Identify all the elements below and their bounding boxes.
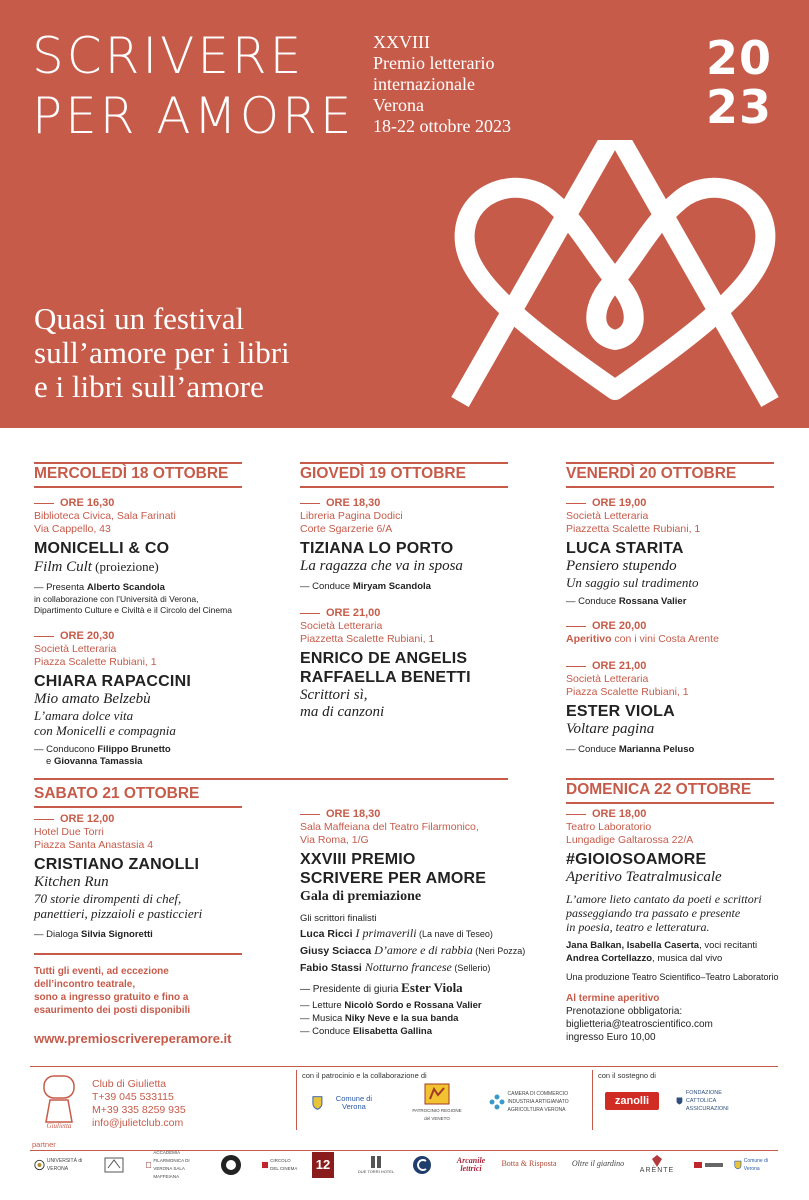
tagline-line: e i libri sull’amore	[34, 369, 264, 404]
host: — Conduce Elisabetta Gallina	[300, 1026, 433, 1037]
event-time: ORE 18,30	[300, 808, 530, 821]
day-friday	[566, 462, 774, 756]
circolo-cinema-logo: CIRCOLO DEL CINEMA	[262, 1154, 300, 1176]
event-cast: Jana Balkan, Isabella Caserta, voci recitanti	[566, 940, 758, 951]
event-address: Piazzetta Scalette Rubiani, 1	[300, 633, 435, 645]
emblem-icon	[103, 1156, 125, 1174]
event-work: Pensiero stupendo	[566, 558, 677, 574]
music: — Musica Niky Neve e la sua banda	[300, 1013, 459, 1024]
day-title: GIOVEDÌ 19 OTTOBRE	[300, 462, 508, 488]
day-title: VENERDÌ 20 OTTOBRE	[566, 462, 774, 488]
day-wednesday	[34, 462, 242, 768]
brand-mark-icon	[694, 1160, 724, 1170]
zanolli-logo: zanolli	[605, 1092, 659, 1110]
tagline-line: sull’amore per i libri	[34, 335, 290, 370]
heart-a-logo-icon	[440, 140, 790, 410]
edition-line: internazionale	[373, 74, 475, 94]
event-guest: LUCA STARITA	[566, 540, 684, 557]
section-divider	[34, 778, 508, 780]
c-badge-icon	[412, 1155, 432, 1175]
arcanile-logo: Arcanile lettrici	[456, 1156, 486, 1173]
event-host: — Conduce Rossana Valier	[566, 596, 687, 607]
partner-label: partner	[32, 1140, 56, 1149]
event-gala	[300, 808, 530, 1038]
event-starita	[566, 497, 774, 608]
event-title: #GIOIOSOAMORE	[566, 851, 707, 868]
event-production: Una produzione Teatro Scientifico–Teatro Laboratorio	[566, 972, 779, 982]
event-work: La ragazza che va in sposa	[300, 558, 463, 574]
fondazione-cattolica-logo: FONDAZIONE CATTOLICA ASSICURAZIONI	[676, 1090, 750, 1112]
svg-text:Giulietta: Giulietta	[46, 1122, 72, 1130]
event-address: Corte Sgarzerie 6/A	[300, 523, 393, 535]
event-work: Mio amato Belzebù	[34, 691, 151, 707]
accademia-filarmonica-logo: ACCADEMIA FILARMONICA DI VERONA SALA MAFFEIANA	[146, 1154, 208, 1176]
event-lo-porto	[300, 497, 508, 593]
day-title: SABATO 21 OTTOBRE	[34, 784, 242, 808]
due-torri-logo: DUE TORRI HOTEL	[356, 1152, 396, 1178]
event-description: passeggiando tra passato e presente	[566, 906, 741, 920]
film-icon	[262, 1160, 268, 1170]
footer-divider-vertical	[592, 1070, 593, 1130]
event-time: ORE 12,00	[34, 813, 242, 826]
festival-logotype	[32, 26, 354, 146]
tagline	[34, 302, 290, 404]
day-thursday	[300, 462, 508, 721]
comune-verona-logo: Comune di Verona	[312, 1088, 382, 1118]
pagina-dodici-logo: 12	[312, 1152, 334, 1178]
ticket-price: ingresso Euro 10,00	[566, 1032, 656, 1043]
event-host: — Conduce Miryam Scandola	[300, 581, 431, 592]
website-link[interactable]: www.premioscrivereperamore.it	[34, 1031, 232, 1046]
club-mobile[interactable]: M+39 335 8259 935	[92, 1104, 186, 1116]
event-monicelli	[34, 497, 242, 616]
finalist: Fabio Stassi Notturno francese (Sellerio)	[300, 960, 491, 974]
club-contacts	[92, 1078, 186, 1130]
univr-logo: UNIVERSITÀ di VERONA	[34, 1154, 92, 1176]
event-guest: ESTER VIOLA	[566, 703, 675, 720]
event-work: Voltare pagina	[566, 721, 655, 737]
brand-line-1: SCRIVERE	[32, 27, 305, 85]
towers-icon	[370, 1154, 382, 1168]
event-address: Piazza Scalette Rubiani, 1	[566, 686, 689, 698]
event-subtitle: panettieri, pizzaioli e pasticcieri	[34, 906, 203, 921]
event-address: Via Roma, 1/G	[300, 834, 369, 846]
edition-number: XXVIII	[373, 32, 430, 52]
event-host: — Conduce Marianna Peluso	[566, 744, 695, 755]
event-venue: Libreria Pagina Dodici	[300, 510, 403, 522]
event-guest: CHIARA RAPACCINI	[34, 673, 191, 690]
event-guest: ENRICO DE ANGELIS	[300, 650, 468, 667]
event-presenter: — Presenta Alberto Scandola	[34, 582, 165, 593]
event-guest: RAFFAELLA BENETTI	[300, 669, 471, 686]
camera-commercio-logo: CAMERA DI COMMERCIO INDUSTRIA ARTIGIANATO AGRICOLTURA VERONA	[484, 1088, 584, 1116]
crest-icon	[652, 1155, 662, 1167]
event-address: Lungadige Galtarossa 22/A	[566, 834, 694, 846]
club-name: Club di Giulietta	[92, 1078, 167, 1090]
lion-icon	[424, 1083, 450, 1105]
event-work: Scrittori sì,	[300, 687, 368, 703]
day-saturday	[34, 784, 242, 1046]
event-title: SCRIVERE PER AMORE	[300, 870, 487, 887]
event-address: Via Cappello, 43	[34, 523, 111, 535]
event-subtitle: Un saggio sul tradimento	[566, 575, 699, 590]
event-time: ORE 20,00	[566, 620, 774, 633]
event-venue: Sala Maffeiana del Teatro Filarmonico,	[300, 821, 479, 833]
brand-line-2: PER AMORE	[32, 87, 355, 145]
club-phone[interactable]: T+39 045 533115	[92, 1091, 174, 1103]
event-description: in poesia, teatro e letteratura.	[566, 920, 710, 934]
event-collab: in collaborazione con l’Università di Verona,	[34, 594, 199, 604]
event-guest: TIZIANA LO PORTO	[300, 540, 454, 557]
year-line-2: 23	[706, 80, 773, 134]
section-divider	[34, 953, 242, 955]
event-work: Film Cult (proiezione)	[34, 559, 159, 575]
finalist: Luca Ricci I primaverili (La nave di Teseo)	[300, 926, 493, 940]
day-sunday	[566, 778, 774, 804]
year-mark	[706, 31, 773, 134]
footer-divider-vertical	[296, 1070, 297, 1130]
day-title: MERCOLEDÌ 18 OTTOBRE	[34, 462, 242, 488]
event-venue: Società Letteraria	[300, 620, 383, 632]
partner-divider	[30, 1150, 778, 1151]
event-hosts: e Giovanna Tamassia	[46, 756, 143, 767]
event-venue: Società Letteraria	[566, 673, 649, 685]
event-subtitle: Gala di premiazione	[300, 889, 422, 904]
event-time: ORE 18,00	[566, 808, 791, 821]
event-address: Piazza Santa Anastasia 4	[34, 839, 154, 851]
event-venue: Biblioteca Civica, Sala Farinati	[34, 510, 176, 522]
event-description: L’amore lieto cantato da poeti e scrittori	[566, 892, 762, 906]
botta-risposta-logo: Botta & Risposta	[501, 1159, 557, 1168]
event-gioiosoamore	[566, 808, 791, 1044]
event-zanolli	[34, 813, 242, 941]
event-moderator: — Dialoga Silvia Signoretti	[34, 929, 153, 940]
edition-city: Verona	[373, 95, 424, 115]
partner-red-logo	[690, 1154, 728, 1176]
crest-icon	[146, 1158, 151, 1172]
event-viola	[566, 660, 774, 756]
circle-partner-logo	[218, 1152, 244, 1178]
event-subtitle: L’amara dolce vita	[34, 708, 134, 723]
seal-icon	[34, 1158, 45, 1172]
event-guest: CRISTIANO ZANOLLI	[34, 856, 200, 873]
circle-badge-icon	[220, 1154, 242, 1176]
footer-divider	[30, 1066, 778, 1067]
event-work: Kitchen Run	[34, 874, 109, 890]
booking-email[interactable]: biglietteria@teatroscientifico.com	[566, 1019, 713, 1030]
tagline-line: Quasi un festival	[34, 301, 245, 336]
edition-line: Premio letterario	[373, 53, 495, 73]
event-description: Aperitivo con i vini Costa Arente	[566, 633, 719, 645]
event-venue: Società Letteraria	[34, 643, 117, 655]
year-line-1: 20	[706, 31, 773, 85]
event-subtitle: 70 storie dirompenti di chef,	[34, 891, 182, 906]
event-collab: Dipartimento Culture e Civiltà e il Circolo del Cinema	[34, 605, 232, 615]
club-email[interactable]: info@julietclub.com	[92, 1117, 184, 1129]
arente-logo: ARÈNTE	[636, 1152, 678, 1178]
shield-icon	[676, 1094, 683, 1108]
flower-icon	[489, 1094, 505, 1110]
event-subtitle: con Monicelli e compagnia	[34, 723, 176, 738]
edition-dates: 18-22 ottobre 2023	[373, 116, 511, 136]
event-work: Aperitivo Teatralmusicale	[566, 869, 722, 885]
free-entry-notice: Tutti gli eventi, ad eccezione dell’incontro teatrale, sono a ingresso gratuito e fino a esaurimento dei posti disponibili	[34, 966, 191, 1016]
finalists-label: Gli scrittori finalisti	[300, 913, 377, 924]
event-time: ORE 19,00	[566, 497, 774, 510]
event-rapaccini	[34, 630, 242, 768]
event-time: ORE 21,00	[300, 607, 508, 620]
after-event-note: Al termine aperitivo	[566, 993, 660, 1004]
event-address: Piazzetta Scalette Rubiani, 1	[566, 523, 701, 535]
event-title: XXVIII PREMIO	[300, 851, 416, 868]
support-label: con il sostegno di	[598, 1071, 656, 1080]
event-work: ma di canzoni	[300, 704, 385, 720]
comune-verona-small-logo: Comune di Verona	[734, 1154, 776, 1176]
regione-veneto-logo: PATROCINIO REGIONE del VENETO	[412, 1082, 462, 1124]
event-hosts: — Conducono Filippo Brunetto	[34, 744, 171, 755]
partner-emblem-logo	[98, 1154, 130, 1176]
day-title: DOMENICA 22 OTTOBRE	[566, 778, 774, 804]
event-venue: Hotel Due Torri	[34, 826, 104, 838]
event-de-angelis-benetti	[300, 607, 508, 721]
shield-icon	[734, 1159, 742, 1171]
event-venue: Teatro Laboratorio	[566, 821, 652, 833]
readings: — Letture Nicolò Sordo e Rossana Valier	[300, 1000, 482, 1011]
booking-note: Prenotazione obbligatoria:	[566, 1006, 683, 1017]
event-guest: MONICELLI & CO	[34, 540, 170, 557]
event-venue: Società Letteraria	[566, 510, 649, 522]
edition-info	[373, 32, 511, 137]
event-time: ORE 18,30	[300, 497, 508, 510]
finalist: Giusy Sciacca D’amore e di rabbia (Neri Pozza)	[300, 943, 526, 957]
event-time: ORE 20,30	[34, 630, 242, 643]
event-address: Piazza Scalette Rubiani, 1	[34, 656, 157, 668]
event-time: ORE 21,00	[566, 660, 774, 673]
club-giulietta-logo-icon	[32, 1074, 86, 1130]
hero-banner	[0, 0, 809, 428]
shield-icon	[312, 1095, 323, 1111]
patronage-label: con il patrocinio e la collaborazione di	[302, 1071, 427, 1080]
event-cast: Andrea Cortellazzo, musica dal vivo	[566, 953, 723, 964]
c-partner-logo	[410, 1152, 434, 1178]
event-time: ORE 16,30	[34, 497, 242, 510]
oltre-il-giardino-logo: Oltre il giardino	[571, 1159, 625, 1168]
event-aperitivo	[566, 620, 774, 646]
jury-president: — Presidente di giuria Ester Viola	[300, 980, 463, 995]
